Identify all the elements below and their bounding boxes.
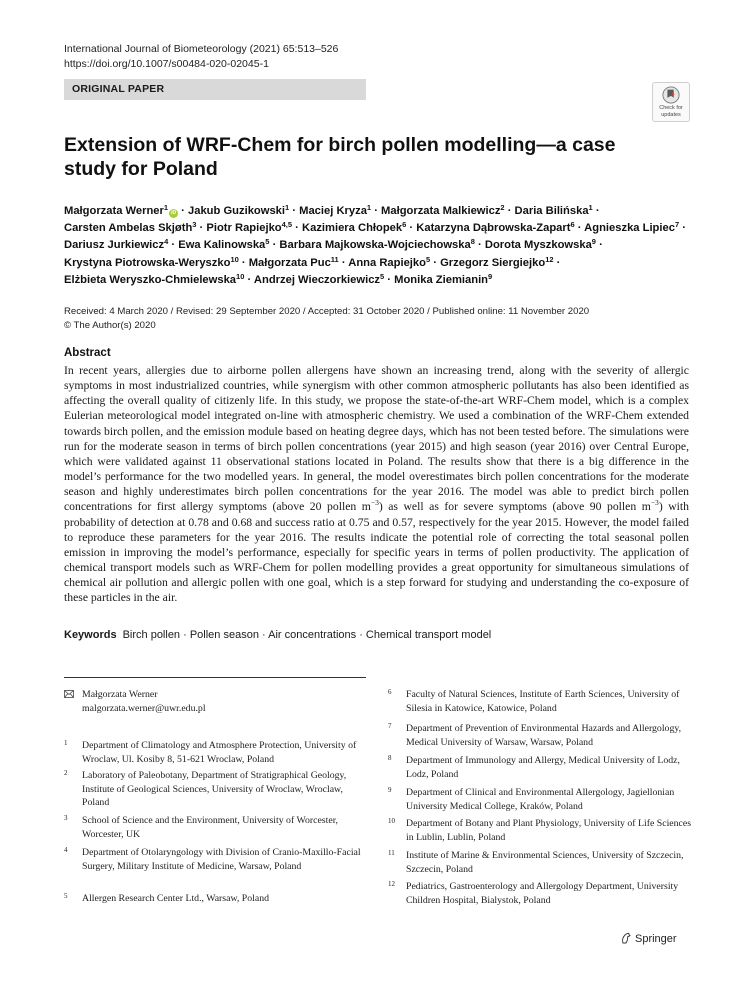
author-affiliation-marker: 3 <box>192 220 197 230</box>
author-affiliation-marker: 1 <box>366 203 372 212</box>
author-list: Małgorzata Werner$^1$iD · Jakub Guzikowski$^1$ · Maciej Kryza$^1$ · Małgorzata Malkiewicz$^2$ · Daria Bilińska$^1$ · Carsten Ambelas Skjøth$^3$ · Piotr Rapiejko$^{4,5}$ · Kazimiera Chłopek$^6$ · Katarzyna Dąbrowska-Zapart$^6$ · Agnieszka Lipiec$^7$ · Dariusz Jurkiewicz$^4$ · Ewa Kalinowska$^5$ · Barbara Majkowska-Wojciechowska$^8$ · Dorota Myszkowska$^9$ · Krystyna Piotrowska-Weryszko$^{10}$ · Małgorzata Puc$^{11}$ · Anna Rapiejko$^5$ · Grzegorz Siergiejko$^{12}$ · Elżbieta Weryszko-Chmielewska$^{10}$ · Andrzej Wieczorkiewicz$^5$ · Monika Ziemianin$^9$ <box>64 203 686 286</box>
affiliation-note <box>64 769 369 810</box>
author-affiliation-marker: 11 <box>330 254 339 264</box>
author-name[interactable]: Anna Rapiejko <box>348 256 426 269</box>
affiliation-text: Department of Otolaryngology with Division of Cranio-Maxillo-Facial Surgery, Military Institute of Medicine, Warsaw, Poland <box>82 847 361 872</box>
author-name[interactable]: Małgorzata Puc <box>248 256 331 269</box>
journal-citation: International Journal of Biometeorology (2021) 65:513–526 <box>64 43 339 55</box>
affiliation-note <box>64 892 369 906</box>
author-affiliation-marker: 1 <box>285 203 290 212</box>
abstract-heading: Abstract <box>64 347 111 359</box>
publisher-footer <box>620 932 677 945</box>
author-name[interactable]: Kazimiera Chłopek <box>302 222 403 235</box>
affiliation-note <box>388 849 698 876</box>
affiliation-note <box>388 688 698 715</box>
affiliation-number: 5 <box>64 892 68 900</box>
author-affiliation-marker: 1 <box>163 203 169 212</box>
affiliation-text: Department of Clinical and Environmental Allergology, Jagiellonian University Medical College, Kraków, Poland <box>406 787 675 812</box>
author-name[interactable]: Carsten Ambelas Skjøth <box>64 222 193 235</box>
affiliation-number: 4 <box>64 846 68 854</box>
affiliation-number: 11 <box>388 849 395 857</box>
author-name[interactable]: Dariusz Jurkiewicz <box>64 239 165 252</box>
author-name[interactable]: Piotr Rapiejko <box>206 222 282 235</box>
author-affiliation-marker: 10 <box>236 271 245 281</box>
envelope-icon <box>64 690 74 698</box>
author-affiliation-marker: 9 <box>488 271 493 281</box>
article-type-label: ORIGINAL PAPER <box>72 83 165 95</box>
author-name[interactable]: Andrzej Wieczorkiewicz <box>253 273 381 286</box>
author-affiliation-marker: 6 <box>402 220 407 230</box>
author-name[interactable]: Dorota Myszkowska <box>484 239 592 252</box>
check-for-updates-button[interactable] <box>652 82 690 122</box>
footnote-divider <box>64 677 366 678</box>
author-affiliation-marker: 4 <box>164 237 169 247</box>
affiliation-note <box>64 739 369 766</box>
affiliation-number: 9 <box>388 786 392 794</box>
article-title: Extension of WRF-Chem for birch pollen modelling—a case study for Poland <box>64 134 616 180</box>
affiliation-text: Department of Botany and Plant Physiology, University of Life Sciences in Lublin, Lublin, Poland <box>406 818 692 843</box>
orcid-icon[interactable]: iD <box>171 210 177 216</box>
author-name[interactable]: Jakub Guzikowski <box>188 205 286 217</box>
affiliation-number: 6 <box>388 688 392 696</box>
affiliation-number: 12 <box>388 880 395 888</box>
affiliation-number: 3 <box>64 814 68 822</box>
author-name[interactable]: Katarzyna Dąbrowska-Zapart <box>416 222 571 235</box>
author-affiliation-marker: 7 <box>674 220 680 230</box>
affiliation-text: Pediatrics, Gastroenterology and Allergology Department, University Children Hospital, Bialystok, Poland <box>406 881 679 906</box>
author-affiliation-marker: 9 <box>591 237 596 247</box>
author-affiliation-marker: 1 <box>588 203 593 212</box>
affiliation-note <box>388 817 698 844</box>
affiliation-text: Department of Immunology and Allergy, Medical University of Lodz, Lodz, Poland <box>406 755 680 780</box>
author-affiliation-marker: 12 <box>545 254 554 264</box>
article-type-badge <box>64 79 366 100</box>
affiliation-text: Faculty of Natural Sciences, Institute of Earth Sciences, University of Silesia in Katowice, Katowice, Poland <box>406 689 680 714</box>
author-affiliation-marker: 8 <box>470 237 475 247</box>
affiliation-note <box>388 786 698 813</box>
affiliation-note <box>64 814 369 841</box>
affiliation-text: Allergen Research Center Ltd., Warsaw, Poland <box>82 893 270 904</box>
author-affiliation-marker: 5 <box>380 271 385 281</box>
correspondence-email[interactable]: malgorzata.werner@uwr.edu.pl <box>82 702 206 714</box>
abstract-part-3: ) with probability of detection at 0.78 and 0.68 and success ratio at 0.75 and 0.57, respectively for the year 2015. However, the model failed to reproduce these parameters for the year 2016. The results indicate the potential role of correcting the total seasonal pollen emission in improving the model’s performance, especially for specific years in terms of pollen productivity. The application of chemical transport models such as WRF-Chem for pollen modelling provides a great opportunity for simultaneous simulations of chemical air pollution and allergic pollen with one goal, which is a step forward for studying and understanding the co-exposure of these particles in the air. <box>64 500 690 605</box>
dates-line: Received: 4 March 2020 / Revised: 29 September 2020 / Accepted: 31 October 2020 / Published online: 11 November 2020 <box>64 306 590 317</box>
author-name[interactable]: Grzegorz Siergiejko <box>440 256 546 269</box>
unit-exponent: −3 <box>650 498 659 508</box>
author-affiliation-marker: 2 <box>500 203 505 212</box>
affiliation-text: Institute of Marine & Environmental Sciences, University of Szczecin, Szczecin, Poland <box>406 850 684 875</box>
abstract-body <box>64 363 689 606</box>
affiliation-note <box>388 754 698 781</box>
publication-dates <box>64 305 589 333</box>
license-line: © The Author(s) 2020 <box>64 320 156 331</box>
author-name[interactable]: Monika Ziemianin <box>394 273 489 286</box>
abstract-part-1: In recent years, allergies due to airborne pollen allergens have shown an increasing trend, along with the severity of allergic symptoms in most industrialized countries, while synergism with other common atmospheric pollutants has also been identified as affecting the overall quality of citizenly life. In this study, we propose the state-of-the-art WRF-Chem model, which is a complex Eulerian meteorological model integrated on-line with atmospheric chemistry. We used a combination of the WRF-Chem extended towards birch pollen, and the emission module based on heating degree days, which has not been tested before. The simulations were run for the moderate season in terms of birch pollen concentrations (year 2015) and high season (year 2016) over Central Europe, which were validated against 11 observational stations located in Poland. The results show that there is a big difference in the model’s performance for the two modelled years. In general, the model overestimates birch pollen concentrations for the moderate season and highly underestimates birch pollen concentrations for the year 2016. The model was able to predict birch pollen concentrations for first allergy symptoms (above 20 pollen m <box>64 364 689 514</box>
affiliation-text: School of Science and the Environment, University of Worcester, Worcester, UK <box>82 815 339 840</box>
author-name[interactable]: Krystyna Piotrowska-Weryszko <box>64 256 231 269</box>
author-affiliation-marker: 5 <box>425 254 431 264</box>
affiliation-number: 7 <box>388 722 392 730</box>
affiliation-text: Department of Prevention of Environmental Hazards and Allergology, Medical University of Warsaw, Warsaw, Poland <box>406 723 682 748</box>
author-name[interactable]: Maciej Kryza <box>299 205 367 217</box>
abstract-part-2: ) as well as for severe symptoms (above 90 pollen m <box>378 500 651 514</box>
check-for-updates-icon <box>662 86 680 104</box>
affiliation-number: 1 <box>64 739 68 747</box>
author-name[interactable]: Małgorzata Werner <box>64 205 164 217</box>
correspondence-note <box>64 688 369 715</box>
affiliation-number: 2 <box>64 769 68 777</box>
keywords <box>64 629 491 641</box>
check-for-updates-line2: updates <box>661 112 681 118</box>
author-affiliation-marker: 5 <box>265 237 270 247</box>
affiliation-note <box>388 722 698 749</box>
author-affiliation-marker: 6 <box>570 220 575 230</box>
correspondence-name: Małgorzata Werner <box>82 689 158 700</box>
author-name[interactable]: Małgorzata Malkiewicz <box>381 205 501 217</box>
springer-horse-icon <box>620 932 632 944</box>
unit-exponent: −3 <box>370 498 379 508</box>
affiliation-text: Department of Climatology and Atmosphere Protection, University of Wroclaw, Ul. Kosiby 8, 51-621 Wroclaw, Poland <box>82 740 357 765</box>
author-affiliation-marker: 10 <box>230 254 239 264</box>
affiliation-number: 8 <box>388 754 392 762</box>
keywords-text: Birch pollen · Pollen season · Air concentrations · Chemical transport model <box>122 629 492 641</box>
author-name[interactable]: Daria Bilińska <box>514 205 589 217</box>
check-for-updates-line1: Check for <box>659 105 683 111</box>
affiliation-text: Laboratory of Paleobotany, Department of Stratigraphical Geology, Institute of Geological Sciences, University of Wroclaw, Wroclaw, Poland <box>82 770 347 809</box>
keywords-label: Keywords <box>64 629 117 641</box>
author-name[interactable]: Barbara Majkowska-Wojciechowska <box>279 239 471 252</box>
doi-link[interactable]: https://doi.org/10.1007/s00484-020-02045-1 <box>64 58 269 70</box>
author-name[interactable]: Elżbieta Weryszko-Chmielewska <box>64 273 237 286</box>
affiliation-number: 10 <box>388 817 395 825</box>
affiliation-note <box>388 880 698 907</box>
affiliation-note <box>64 846 369 873</box>
author-name[interactable]: Agnieszka Lipiec <box>584 222 675 235</box>
journal-header <box>64 42 338 72</box>
publisher-name: Springer <box>635 933 677 945</box>
author-name[interactable]: Ewa Kalinowska <box>178 239 266 252</box>
author-affiliation-marker: 4,5 <box>281 220 293 230</box>
